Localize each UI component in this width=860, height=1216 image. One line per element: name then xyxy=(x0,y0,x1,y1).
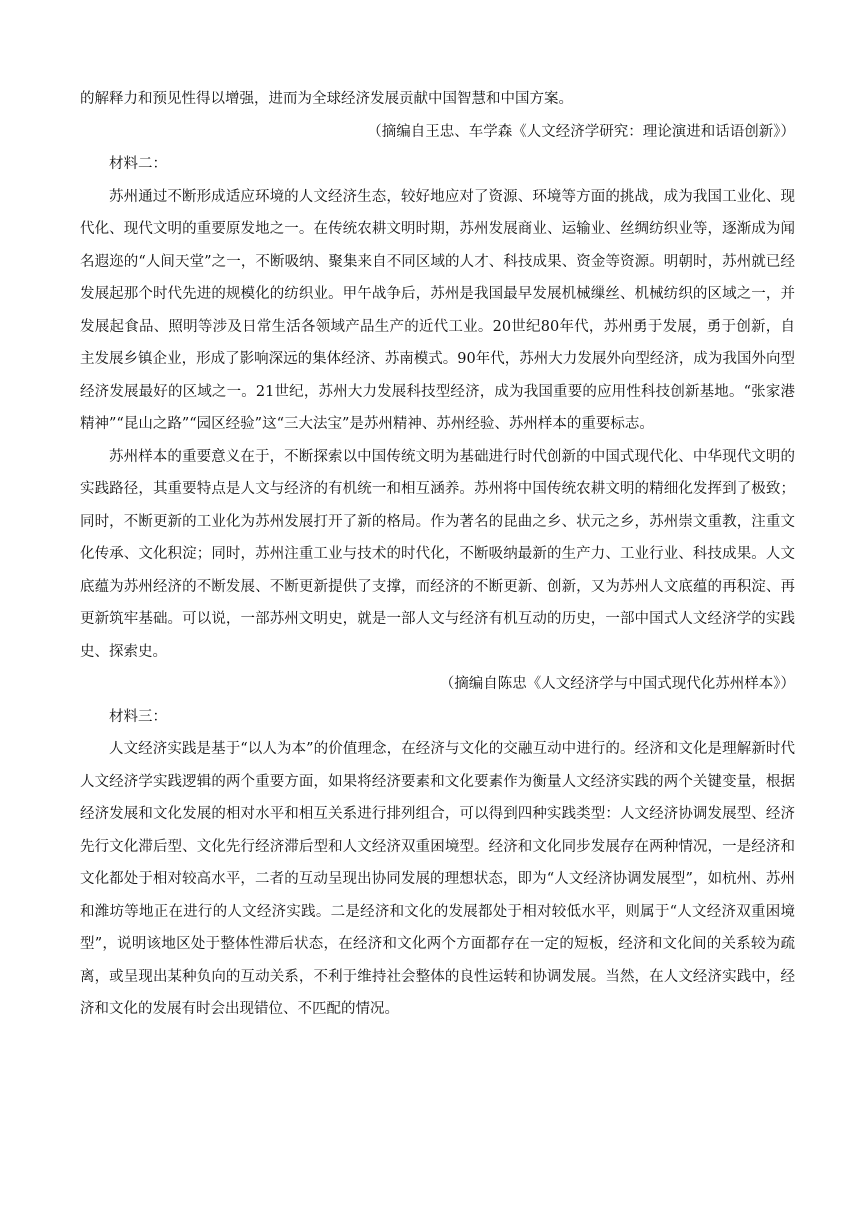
source-citation-2: （摘编自陈忠《人文经济学与中国式现代化苏州样本》） xyxy=(439,676,795,692)
material-2-label: 材料二： xyxy=(109,156,167,172)
source-citation-1: （摘编自王忠、车学森《人文经济学研究：理论演进和话语创新》） xyxy=(367,123,795,140)
material-2-paragraph-2: 苏州样本的重要意义在于，不断探索以中国传统文明为基础进行时代创新的中国式现代化、中华现代文明的实践路径，其重要特点是人文与经济的有机统一和相互涵养。苏州将中国传统农耕文明的精细化发挥到了极致；同时，不断更新的工业化为苏州发展打开了新的格局。作为著名的昆曲之乡、状元之乡，苏州崇文重教，注重文化传承、文化积淀；同时，苏州注重工业与技术的时代化，不断吸纳最新的生产力、工业行业、科技成果。人文底蕴为苏州经济的不断发展、不断更新提供了支撑，而经济的不断更新、创新，又为苏州人文底蕴的再积淀、再更新筑牢基础。可以说，一部苏州文明史，就是一部人文与经济有机互动的历史，一部中国式人文经济学的实践史、探索史。 xyxy=(80,448,795,660)
document-body xyxy=(80,83,795,1026)
material-2-paragraph-1: 苏州通过不断形成适应环境的人文经济生态，较好地应对了资源、环境等方面的挑战，成为我国工业化、现代化、现代文明的重要原发地之一。在传统农耕文明时期，苏州发展商业、运输业、丝绸纺织业等，逐渐成为闻名遐迩的“人间天堂”之一，不断吸纳、聚集来自不同区域的人才、科技成果、资金等资源。明朝时，苏州就已经发展起那个时代先进的规模化的纺织业。甲午战争后，苏州是我国最早发展机械缫丝、机械纺织的区域之一，并发展起食品、照明等涉及日常生活各领域产品生产的近代工业。20世纪80年代，苏州勇于发展，勇于创新，自主发展乡镇企业，形成了影响深远的集体经济、苏南模式。90年代，苏州大力发展外向型经济，成为我国外向型经济发展最好的区域之一。21世纪，苏州大力发展科技型经济，成为我国重要的应用性科技创新基地。“张家港精神”“昆山之路”“园区经验”这“三大法宝”是苏州精神、苏州经验、苏州样本的重要标志。 xyxy=(80,188,795,432)
continuation-paragraph: 的解释力和预见性得以增强，进而为全球经济发展贡献中国智慧和中国方案。 xyxy=(80,91,573,107)
material-3-label: 材料三： xyxy=(109,708,167,725)
material-3-paragraph-1: 人文经济实践是基于“以人为本”的价值理念，在经济与文化的交融互动中进行的。经济和文化是理解新时代人文经济学实践逻辑的两个重要方面，如果将经济要素和文化要素作为衡量人文经济实践的两个关键变量，根据经济发展和文化发展的相对水平和相互关系进行排列组合，可以得到四种实践类型：人文经济协调发展型、经济先行文化滞后型、文化先行经济滞后型和人文经济双重困境型。经济和文化同步发展存在两种情况，一是经济和文化都处于相对较高水平，二者的互动呈现出协同发展的理想状态，即为“人文经济协调发展型”，如杭州、苏州和潍坊等地正在进行的人文经济实践。二是经济和文化的发展都处于相对较低水平，则属于“人文经济双重困境型”，说明该地区处于整体性滞后状态，在经济和文化两个方面都存在一定的短板，经济和文化间的关系较为疏离，或呈现出某种负向的互动关系，不利于维持社会整体的良性运转和协调发展。当然，在人文经济实践中，经济和文化的发展有时会出现错位、不匹配的情况。 xyxy=(80,741,795,1017)
